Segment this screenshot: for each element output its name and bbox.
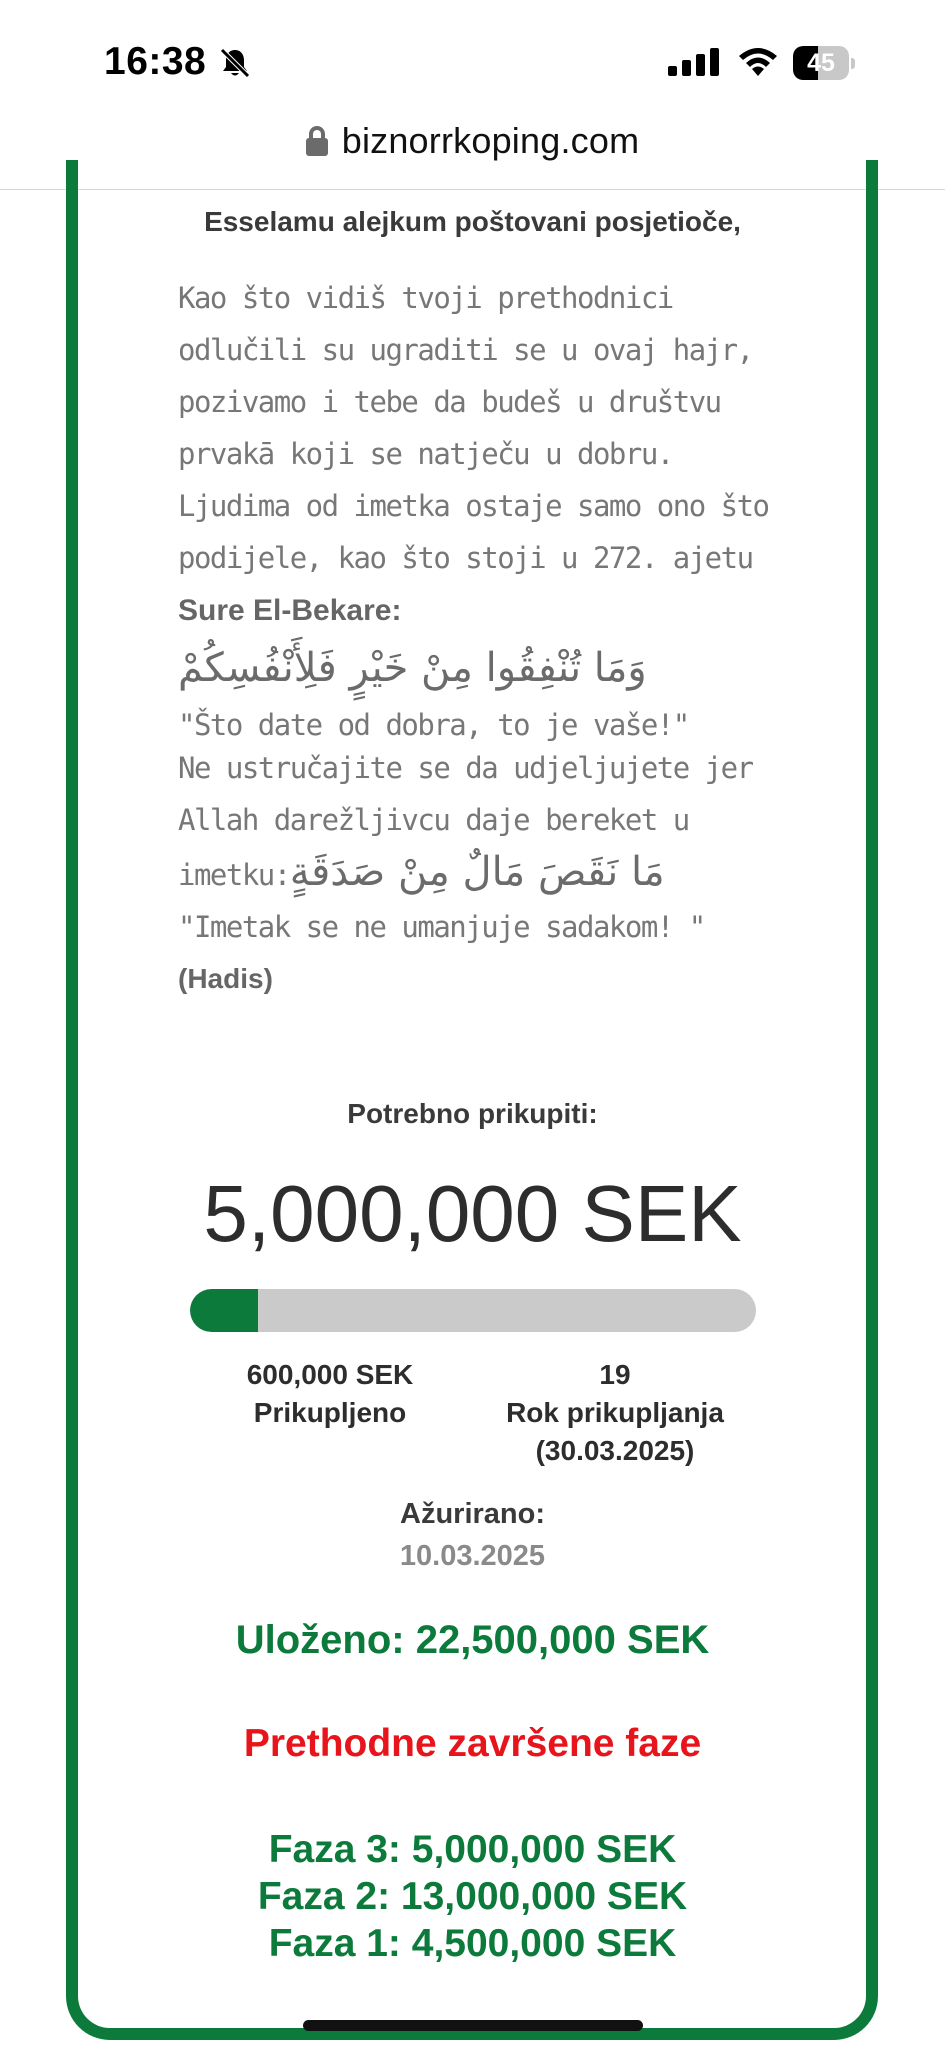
updated-label: Ažurirano:	[400, 1498, 545, 1530]
phase-item: Faza 2: 13,000,000 SEK	[257, 1875, 688, 1918]
intro-paragraph	[178, 272, 798, 751]
cellular-signal-icon	[668, 46, 722, 80]
days-left: 19	[599, 1359, 631, 1390]
silent-bell-icon	[218, 46, 252, 80]
progress-bar	[190, 1289, 756, 1332]
battery-level: 45	[807, 49, 835, 77]
arabic-hadith: مَا نَقَصَ مَالٌ مِنْ صَدَقَةٍ	[289, 849, 665, 895]
progress-fill	[190, 1289, 258, 1332]
battery-icon	[793, 46, 855, 80]
collected-amount: 600,000 SEK	[246, 1359, 414, 1390]
goal-amount: 5,000,000 SEK	[203, 1169, 742, 1258]
url-text[interactable]: biznorrkoping.com	[341, 120, 640, 161]
wifi-icon	[736, 44, 780, 80]
collected-stat	[200, 1356, 460, 1432]
hadith-translation: "Imetak se ne umanjuje sadakom! "	[178, 910, 705, 944]
deadline-stat	[470, 1356, 760, 1470]
home-indicator[interactable]	[303, 2020, 643, 2031]
greeting-heading: Esselamu alejkum poštovani posjetioče,	[204, 206, 741, 237]
collected-label: Prikupljeno	[253, 1397, 407, 1428]
hadith-paragraph	[178, 742, 798, 1005]
status-time: 16:38	[104, 40, 207, 83]
need-label: Potrebno prikupiti:	[347, 1098, 598, 1129]
intro-text: Kao što vidiš tvoji prethodnici odlučili su ugraditi se u ovaj hajr, pozivamo i tebe da budeš u društvu prvakā koji se natječu u dobru. Ljudima od imetka ostaje samo ono što podijele, kao što stoji u 272. ajetu	[178, 281, 769, 575]
phase-item: Faza 1: 4,500,000 SEK	[268, 1922, 677, 1965]
phase-item: Faza 3: 5,000,000 SEK	[268, 1828, 677, 1871]
verse-translation: "Što date od dobra, to je vaše!"	[178, 708, 689, 742]
deadline-label: Rok prikupljanja	[506, 1397, 724, 1428]
updated-date: 10.03.2025	[399, 1540, 546, 1572]
phases-list	[0, 1826, 945, 1967]
deadline-date: (30.03.2025)	[535, 1435, 695, 1466]
hadith-intro: Ne ustručajite se da udjeljujete jer Allah darežljivcu daje bereket u imetku:	[178, 751, 753, 892]
surah-reference: Sure El-Bekare:	[178, 594, 402, 627]
lock-icon	[306, 126, 328, 156]
arabic-verse: وَمَا تُنْفِقُوا مِنْ خَيْرٍ فَلِأَنْفُسِكُمْ	[178, 645, 647, 691]
invested-total: Uloženo: 22,500,000 SEK	[235, 1618, 710, 1662]
status-bar	[0, 0, 945, 120]
hadith-source: (Hadis)	[178, 963, 273, 994]
previous-phases-title: Prethodne završene faze	[243, 1722, 702, 1765]
